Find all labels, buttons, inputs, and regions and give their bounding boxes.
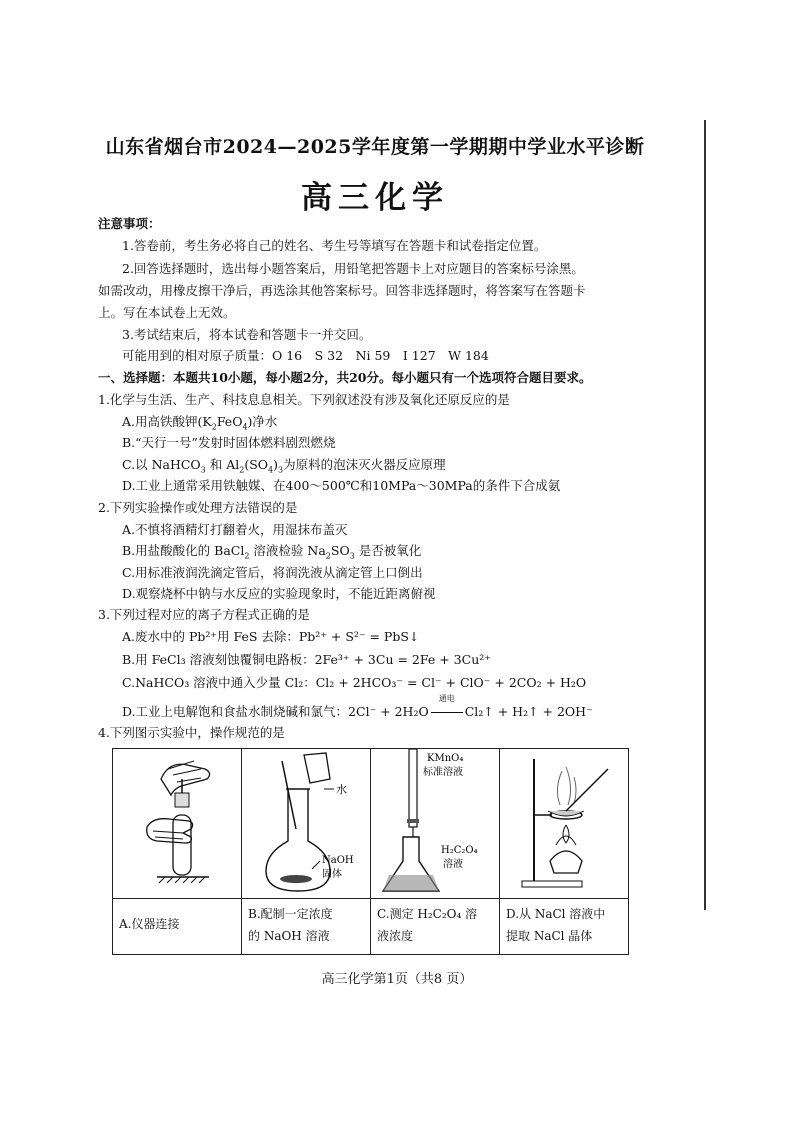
notes-heading: 注意事项： [98, 216, 161, 231]
q2-option-c: C.用标准液润洗滴定管后，将润洗液从滴定管上口倒出 [122, 565, 423, 580]
reaction-condition: 通电 [438, 694, 455, 703]
caption-a: A.仪器连接 [113, 899, 242, 955]
note-item: 如需改动，用橡皮擦干净后，再选涂其他答案标号。回答非选择题时，将答案写在答题卡 [98, 283, 586, 298]
caption-b: B.配制一定浓度 的 NaOH 溶液 [242, 899, 371, 955]
svg-text:H₂C₂O₄: H₂C₂O₄ [441, 845, 478, 856]
svg-text:KMnO₄: KMnO₄ [427, 753, 464, 764]
page-footer: 高三化学第1页（共8 页） [321, 972, 473, 987]
experiment-figure-table [112, 748, 629, 955]
atomic-masses: 可能用到的相对原子质量：O 16 S 32 Ni 59 I 127 W 184 [122, 348, 489, 363]
q1-option-a: A.用高铁酸钾$(K_2FeO_4)$净水 [122, 414, 278, 432]
subject-title: 高三化学 [301, 180, 449, 216]
note-item: 1.答卷前，考生务必将自己的姓名、考生号等填写在答题卡和试卷指定位置。 [122, 238, 547, 253]
q2-option-a: A.不慎将酒精灯打翻着火，用湿抹布盖灭 [122, 522, 348, 537]
evaporation-illustration [500, 749, 628, 895]
question-1-stem: 1.化学与生活、生产、科技息息相关。下列叙述没有涉及氧化还原反应的是 [98, 392, 510, 407]
test-tube-connection-illustration [113, 749, 241, 895]
exam-title: 山东省烟台市2024—2025学年度第一学期期中学业水平诊断 [105, 136, 645, 158]
figure-b-cell [242, 749, 371, 899]
q1-option-d: D.工业上通常采用铁触媒、在400～500℃和10MPa～30MPa的条件下合成氨 [122, 478, 561, 493]
question-4-stem: 4.下列图示实验中，操作规范的是 [98, 725, 285, 740]
q3-option-d: D.工业上电解饱和食盐水制烧碱和氯气：2Cl⁻ + 2H₂O 通电 Cl₂↑ + H₂↑ + 2OH⁻ [122, 694, 593, 719]
caption-c: C.测定 H₂C₂O₄ 溶 液浓度 [371, 899, 500, 955]
titration-illustration [371, 749, 499, 895]
q3-option-c: C.NaHCO₃ 溶液中通入少量 Cl₂：Cl₂ + 2HCO₃⁻ = Cl⁻ + ClO⁻ + 2CO₂ + H₂O [122, 675, 587, 690]
page-border-line [704, 120, 706, 910]
svg-text:水: 水 [336, 783, 347, 796]
svg-text:标准溶液: 标准溶液 [423, 767, 463, 778]
figure-d-cell [500, 749, 629, 899]
q3-option-a: A.废水中的 Pb²⁺用 FeS 去除：Pb²⁺ + S²⁻ = PbS↓ [122, 629, 420, 644]
note-item: 2.回答选择题时，选出每小题答案后，用铅笔把答题卡上对应题目的答案标号涂黑。 [122, 261, 584, 276]
volumetric-flask-illustration [242, 749, 370, 895]
section-heading: 一、选择题：本题共10小题，每小题2分，共20分。每小题只有一个选项符合题目要求。 [98, 370, 592, 385]
q2-option-b: B.用盐酸酸化的 BaCl$_2$ 溶液检验 $Na_2SO_3$ 是否被氧化 [122, 543, 422, 561]
q3-option-b: B.用 FeCl₃ 溶液刻蚀覆铜电路板：2Fe³⁺ + 3Cu = 2Fe + 3Cu²⁺ [122, 652, 491, 667]
question-3-stem: 3.下列过程对应的离子方程式正确的是 [98, 607, 310, 622]
note-item: 上。写在本试卷上无效。 [98, 305, 236, 320]
svg-text:溶液: 溶液 [443, 859, 463, 870]
figure-a-cell [113, 749, 242, 899]
svg-text:固体: 固体 [322, 869, 342, 880]
svg-text:NaOH: NaOH [322, 855, 354, 866]
note-item: 3.考试结束后，将本试卷和答题卡一并交回。 [122, 327, 372, 342]
q2-option-d: D.观察烧杯中钠与水反应的实验现象时，不能近距离俯视 [122, 586, 436, 601]
figure-c-cell [371, 749, 500, 899]
question-2-stem: 2.下列实验操作或处理方法错误的是 [98, 500, 298, 515]
q1-option-c: C.以 NaHCO$_3$ 和 $Al_2(SO_4)_3$为原料的泡沫灭火器反应原理 [122, 457, 446, 475]
caption-d: D.从 NaCl 溶液中 提取 NaCl 晶体 [500, 899, 629, 955]
q1-option-b: B.“天行一号”发射时固体燃料剧烈燃烧 [122, 435, 336, 450]
